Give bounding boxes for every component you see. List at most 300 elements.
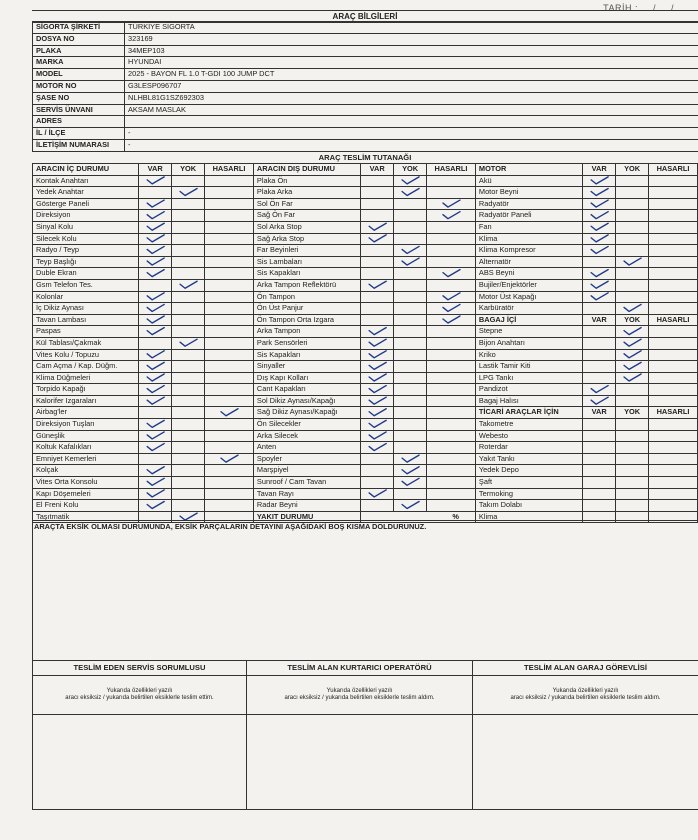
check-cell[interactable] <box>616 477 649 489</box>
check-cell[interactable] <box>394 337 427 349</box>
check-cell[interactable] <box>361 210 394 222</box>
check-cell[interactable] <box>172 326 205 338</box>
check-cell[interactable] <box>394 303 427 315</box>
check-cell[interactable] <box>649 256 698 268</box>
check-cell[interactable] <box>361 303 394 315</box>
checklist-table <box>32 163 698 523</box>
check-cell[interactable] <box>394 326 427 338</box>
check-cell[interactable] <box>394 384 427 396</box>
check-cell[interactable] <box>583 361 616 373</box>
checklist-row <box>33 210 698 222</box>
exterior-item: Sağ Ön Far <box>253 210 360 222</box>
check-cell[interactable] <box>583 442 616 454</box>
check-cell[interactable] <box>649 453 698 465</box>
check-cell[interactable] <box>394 314 427 326</box>
check-cell[interactable] <box>361 500 394 512</box>
check-cell[interactable] <box>616 442 649 454</box>
check-cell[interactable] <box>427 198 476 210</box>
check-cell[interactable] <box>394 291 427 303</box>
check-cell[interactable] <box>139 245 172 257</box>
col-var: VAR <box>583 164 616 176</box>
check-cell[interactable] <box>172 314 205 326</box>
check-cell[interactable] <box>361 337 394 349</box>
check-cell[interactable] <box>427 488 476 500</box>
check-cell[interactable] <box>427 477 476 489</box>
check-cell[interactable] <box>205 326 254 338</box>
check-cell[interactable] <box>172 361 205 373</box>
check-cell[interactable] <box>361 198 394 210</box>
check-cell[interactable] <box>583 303 616 315</box>
check-cell[interactable] <box>139 453 172 465</box>
check-cell[interactable] <box>172 477 205 489</box>
check-cell[interactable] <box>139 187 172 199</box>
check-cell[interactable] <box>394 419 427 431</box>
check-cell[interactable] <box>205 210 254 222</box>
check-cell[interactable] <box>427 187 476 199</box>
check-cell[interactable] <box>394 221 427 233</box>
check-cell[interactable] <box>139 488 172 500</box>
check-cell[interactable] <box>649 477 698 489</box>
info-value[interactable]: - <box>125 128 698 140</box>
check-cell[interactable] <box>616 349 649 361</box>
check-cell[interactable] <box>427 233 476 245</box>
checklist-row <box>33 256 698 268</box>
check-cell[interactable] <box>172 407 205 419</box>
check-cell[interactable] <box>427 337 476 349</box>
checklist-row <box>33 395 698 407</box>
info-value[interactable]: 323169 <box>125 33 698 45</box>
interior-item: Airbag'ler <box>33 407 139 419</box>
check-cell[interactable] <box>394 210 427 222</box>
check-cell[interactable] <box>649 442 698 454</box>
check-cell[interactable] <box>361 384 394 396</box>
check-cell[interactable] <box>427 361 476 373</box>
check-cell[interactable] <box>649 245 698 257</box>
check-cell[interactable] <box>394 279 427 291</box>
check-cell[interactable] <box>172 453 205 465</box>
check-cell[interactable] <box>361 291 394 303</box>
check-cell[interactable] <box>616 279 649 291</box>
check-cell[interactable] <box>427 372 476 384</box>
check-cell[interactable] <box>139 407 172 419</box>
check-cell[interactable] <box>172 372 205 384</box>
check-cell[interactable] <box>649 395 698 407</box>
check-cell[interactable] <box>649 233 698 245</box>
check-cell[interactable] <box>649 384 698 396</box>
check-cell[interactable] <box>583 419 616 431</box>
check-cell[interactable] <box>139 500 172 512</box>
check-cell[interactable] <box>205 395 254 407</box>
checklist-row <box>33 488 698 500</box>
check-cell[interactable] <box>394 268 427 280</box>
check-cell[interactable] <box>649 500 698 512</box>
check-cell[interactable] <box>649 419 698 431</box>
check-cell[interactable] <box>583 233 616 245</box>
check-cell[interactable] <box>205 221 254 233</box>
check-cell[interactable] <box>583 221 616 233</box>
check-cell[interactable] <box>649 337 698 349</box>
info-value[interactable]: TÜRKİYE SİGORTA <box>125 22 698 34</box>
check-cell[interactable] <box>361 361 394 373</box>
check-cell[interactable] <box>616 245 649 257</box>
check-cell[interactable] <box>583 175 616 187</box>
check-cell[interactable] <box>361 221 394 233</box>
check-cell[interactable] <box>139 256 172 268</box>
check-cell[interactable] <box>616 291 649 303</box>
check-cell[interactable] <box>139 303 172 315</box>
info-row <box>33 104 698 116</box>
check-cell[interactable] <box>427 314 476 326</box>
check-cell[interactable] <box>361 175 394 187</box>
check-cell[interactable] <box>172 430 205 442</box>
interior-item: Vites Orta Konsolu <box>33 477 139 489</box>
check-cell[interactable] <box>616 395 649 407</box>
checklist-row <box>33 326 698 338</box>
check-cell[interactable] <box>394 395 427 407</box>
exterior-item: Sağ Dikiz Aynası/Kapağı <box>253 407 360 419</box>
col-interior: ARACIN İÇ DURUMU <box>33 164 139 176</box>
check-cell[interactable] <box>394 465 427 477</box>
check-cell[interactable] <box>394 175 427 187</box>
check-cell[interactable] <box>394 477 427 489</box>
checklist-row <box>33 349 698 361</box>
check-cell[interactable] <box>427 210 476 222</box>
interior-item: Kolçak <box>33 465 139 477</box>
check-cell[interactable] <box>583 187 616 199</box>
check-cell[interactable] <box>616 210 649 222</box>
exterior-item: Ön Silecekler <box>253 419 360 431</box>
check-cell[interactable] <box>616 233 649 245</box>
check-cell[interactable] <box>139 279 172 291</box>
check-cell[interactable] <box>205 233 254 245</box>
check-cell[interactable] <box>205 245 254 257</box>
check-cell[interactable] <box>172 221 205 233</box>
check-cell[interactable] <box>394 488 427 500</box>
check-cell[interactable] <box>649 221 698 233</box>
check-cell[interactable] <box>427 442 476 454</box>
check-cell[interactable] <box>205 337 254 349</box>
check-cell[interactable] <box>583 395 616 407</box>
check-cell[interactable] <box>205 419 254 431</box>
signature-desc <box>247 676 473 715</box>
section-heading: TİCARİ ARAÇLAR İÇİN <box>475 407 582 419</box>
check-cell[interactable] <box>139 361 172 373</box>
check-cell[interactable] <box>361 233 394 245</box>
check-cell[interactable] <box>172 268 205 280</box>
check-cell[interactable] <box>139 477 172 489</box>
fuel-percent[interactable]: % <box>361 511 476 523</box>
check-cell[interactable] <box>205 453 254 465</box>
check-cell[interactable] <box>583 384 616 396</box>
check-cell[interactable] <box>394 453 427 465</box>
check-cell[interactable] <box>649 187 698 199</box>
check-cell[interactable] <box>139 442 172 454</box>
check-cell[interactable] <box>649 198 698 210</box>
check-cell[interactable] <box>205 442 254 454</box>
check-cell[interactable] <box>616 256 649 268</box>
check-cell[interactable] <box>205 303 254 315</box>
check-cell[interactable] <box>172 233 205 245</box>
check-cell[interactable] <box>139 395 172 407</box>
signature-box[interactable] <box>33 715 247 810</box>
check-cell[interactable] <box>616 187 649 199</box>
check-cell[interactable] <box>139 233 172 245</box>
check-cell[interactable] <box>361 477 394 489</box>
check-cell[interactable] <box>583 245 616 257</box>
check-cell[interactable] <box>394 233 427 245</box>
check-cell[interactable] <box>649 488 698 500</box>
check-cell[interactable] <box>205 279 254 291</box>
check-cell[interactable] <box>427 395 476 407</box>
info-value[interactable] <box>125 116 698 128</box>
check-cell[interactable] <box>361 268 394 280</box>
check-cell[interactable] <box>616 303 649 315</box>
check-cell[interactable] <box>205 372 254 384</box>
check-cell[interactable] <box>427 349 476 361</box>
check-cell[interactable] <box>139 419 172 431</box>
check-cell[interactable] <box>205 314 254 326</box>
info-value[interactable]: NLHBL81G1SZ692303 <box>125 92 698 104</box>
check-cell[interactable] <box>649 268 698 280</box>
check-cell[interactable] <box>361 442 394 454</box>
check-cell[interactable] <box>205 291 254 303</box>
signature-box[interactable] <box>473 715 698 810</box>
check-cell[interactable] <box>139 384 172 396</box>
check-cell[interactable] <box>361 395 394 407</box>
check-cell[interactable] <box>583 477 616 489</box>
check-cell[interactable] <box>427 430 476 442</box>
check-cell[interactable] <box>649 349 698 361</box>
check-cell[interactable] <box>205 175 254 187</box>
check-cell[interactable] <box>649 465 698 477</box>
check-cell[interactable] <box>427 465 476 477</box>
check-cell[interactable] <box>172 395 205 407</box>
check-cell[interactable] <box>361 326 394 338</box>
interior-item: Vites Kolu / Topuzu <box>33 349 139 361</box>
check-cell[interactable] <box>649 303 698 315</box>
check-cell[interactable] <box>361 245 394 257</box>
check-cell[interactable] <box>139 349 172 361</box>
check-cell[interactable] <box>583 465 616 477</box>
check-cell[interactable] <box>616 221 649 233</box>
check-cell[interactable] <box>427 419 476 431</box>
info-value[interactable]: 34MEP103 <box>125 45 698 57</box>
info-value[interactable]: - <box>125 139 698 151</box>
check-cell[interactable] <box>139 430 172 442</box>
check-cell[interactable] <box>583 268 616 280</box>
check-cell[interactable] <box>139 337 172 349</box>
check-cell[interactable] <box>583 337 616 349</box>
check-cell[interactable] <box>394 349 427 361</box>
check-cell[interactable] <box>427 245 476 257</box>
check-cell[interactable] <box>649 430 698 442</box>
check-cell[interactable] <box>361 453 394 465</box>
check-cell[interactable] <box>649 210 698 222</box>
check-cell[interactable] <box>205 430 254 442</box>
check-cell[interactable] <box>616 268 649 280</box>
check-cell[interactable] <box>172 198 205 210</box>
check-cell[interactable] <box>361 349 394 361</box>
check-cell[interactable] <box>583 210 616 222</box>
check-cell[interactable] <box>205 198 254 210</box>
check-cell[interactable] <box>616 488 649 500</box>
check-cell[interactable] <box>361 256 394 268</box>
check-cell[interactable] <box>583 291 616 303</box>
check-cell[interactable] <box>427 256 476 268</box>
check-cell[interactable] <box>583 256 616 268</box>
info-value[interactable]: 2025 - BAYON FL 1.0 T-GDI 100 JUMP DCT <box>125 69 698 81</box>
check-cell[interactable] <box>172 279 205 291</box>
info-value[interactable]: G3LESP096707 <box>125 80 698 92</box>
exterior-item: Plaka Ön <box>253 175 360 187</box>
check-cell[interactable] <box>361 314 394 326</box>
check-cell[interactable] <box>583 349 616 361</box>
check-cell[interactable] <box>361 430 394 442</box>
check-cell[interactable] <box>427 221 476 233</box>
check-cell[interactable] <box>361 279 394 291</box>
check-cell[interactable] <box>394 245 427 257</box>
check-cell[interactable] <box>427 326 476 338</box>
check-cell[interactable] <box>205 384 254 396</box>
check-cell[interactable] <box>427 291 476 303</box>
check-cell[interactable] <box>172 291 205 303</box>
check-cell[interactable] <box>139 291 172 303</box>
check-cell[interactable] <box>616 326 649 338</box>
check-cell[interactable] <box>616 453 649 465</box>
check-cell[interactable] <box>172 488 205 500</box>
check-cell[interactable] <box>205 488 254 500</box>
motor-item: Akü <box>475 175 582 187</box>
check-cell[interactable] <box>139 221 172 233</box>
check-cell[interactable] <box>616 384 649 396</box>
check-cell[interactable] <box>205 500 254 512</box>
check-cell[interactable] <box>172 187 205 199</box>
check-cell[interactable] <box>616 465 649 477</box>
check-cell[interactable] <box>172 245 205 257</box>
check-cell[interactable] <box>172 175 205 187</box>
check-cell[interactable] <box>427 453 476 465</box>
check-cell[interactable] <box>361 419 394 431</box>
check-cell[interactable] <box>616 198 649 210</box>
check-cell[interactable] <box>205 477 254 489</box>
check-cell[interactable] <box>616 419 649 431</box>
check-cell[interactable] <box>205 465 254 477</box>
interior-item: Gsm Telefon Tes. <box>33 279 139 291</box>
signature-box[interactable] <box>247 715 473 810</box>
check-cell[interactable] <box>205 361 254 373</box>
check-cell[interactable] <box>649 372 698 384</box>
check-cell[interactable] <box>427 268 476 280</box>
check-cell[interactable] <box>649 291 698 303</box>
check-cell[interactable] <box>394 430 427 442</box>
check-cell[interactable] <box>394 372 427 384</box>
check-cell[interactable] <box>361 187 394 199</box>
check-cell[interactable] <box>205 407 254 419</box>
info-label: MOTOR NO <box>33 80 125 92</box>
check-cell[interactable] <box>616 175 649 187</box>
check-cell[interactable] <box>361 407 394 419</box>
missing-parts-area[interactable] <box>32 520 698 661</box>
check-cell[interactable] <box>205 187 254 199</box>
check-cell[interactable] <box>616 372 649 384</box>
interior-item: Direksiyon <box>33 210 139 222</box>
check-cell[interactable] <box>583 326 616 338</box>
check-cell[interactable] <box>172 349 205 361</box>
check-cell[interactable] <box>427 279 476 291</box>
check-cell[interactable] <box>427 303 476 315</box>
check-cell[interactable] <box>394 407 427 419</box>
check-cell[interactable] <box>616 500 649 512</box>
check-cell[interactable] <box>427 407 476 419</box>
check-cell[interactable] <box>205 268 254 280</box>
check-cell[interactable] <box>583 488 616 500</box>
check-cell[interactable] <box>427 500 476 512</box>
check-cell[interactable] <box>139 268 172 280</box>
check-cell[interactable] <box>172 210 205 222</box>
check-cell[interactable] <box>139 314 172 326</box>
checklist-row <box>33 279 698 291</box>
check-cell[interactable] <box>172 384 205 396</box>
check-cell[interactable] <box>649 279 698 291</box>
info-value[interactable]: AKSAM MASLAK <box>125 104 698 116</box>
check-cell[interactable] <box>616 337 649 349</box>
check-cell[interactable] <box>139 326 172 338</box>
check-cell[interactable] <box>616 430 649 442</box>
check-cell[interactable] <box>172 465 205 477</box>
check-cell[interactable] <box>139 465 172 477</box>
check-cell[interactable] <box>205 256 254 268</box>
check-cell[interactable] <box>361 372 394 384</box>
check-cell[interactable] <box>394 256 427 268</box>
check-cell[interactable] <box>427 384 476 396</box>
interior-item: Cam Açma / Kap. Düğm. <box>33 361 139 373</box>
motor-item: Roterdar <box>475 442 582 454</box>
check-cell[interactable] <box>205 349 254 361</box>
check-cell[interactable] <box>172 256 205 268</box>
check-cell[interactable] <box>394 500 427 512</box>
check-cell[interactable] <box>649 175 698 187</box>
check-cell[interactable] <box>172 337 205 349</box>
check-cell[interactable] <box>583 372 616 384</box>
interior-item: Teyp Başlığı <box>33 256 139 268</box>
check-cell[interactable] <box>583 453 616 465</box>
check-cell[interactable] <box>394 187 427 199</box>
info-value[interactable]: HYUNDAI <box>125 57 698 69</box>
check-cell[interactable] <box>172 500 205 512</box>
check-cell[interactable] <box>427 175 476 187</box>
check-cell[interactable] <box>583 279 616 291</box>
check-cell[interactable] <box>649 326 698 338</box>
check-cell[interactable] <box>139 175 172 187</box>
check-cell[interactable] <box>361 488 394 500</box>
check-cell[interactable] <box>172 419 205 431</box>
check-cell[interactable] <box>172 442 205 454</box>
check-cell[interactable] <box>583 430 616 442</box>
check-cell[interactable] <box>139 210 172 222</box>
check-cell[interactable] <box>583 198 616 210</box>
check-cell[interactable] <box>394 361 427 373</box>
check-cell[interactable] <box>649 361 698 373</box>
check-cell[interactable] <box>394 442 427 454</box>
check-cell[interactable] <box>361 465 394 477</box>
check-cell[interactable] <box>139 198 172 210</box>
check-cell[interactable] <box>394 198 427 210</box>
check-cell[interactable] <box>172 303 205 315</box>
check-cell[interactable] <box>616 361 649 373</box>
check-cell[interactable] <box>583 500 616 512</box>
info-row <box>33 80 698 92</box>
check-cell[interactable] <box>139 372 172 384</box>
